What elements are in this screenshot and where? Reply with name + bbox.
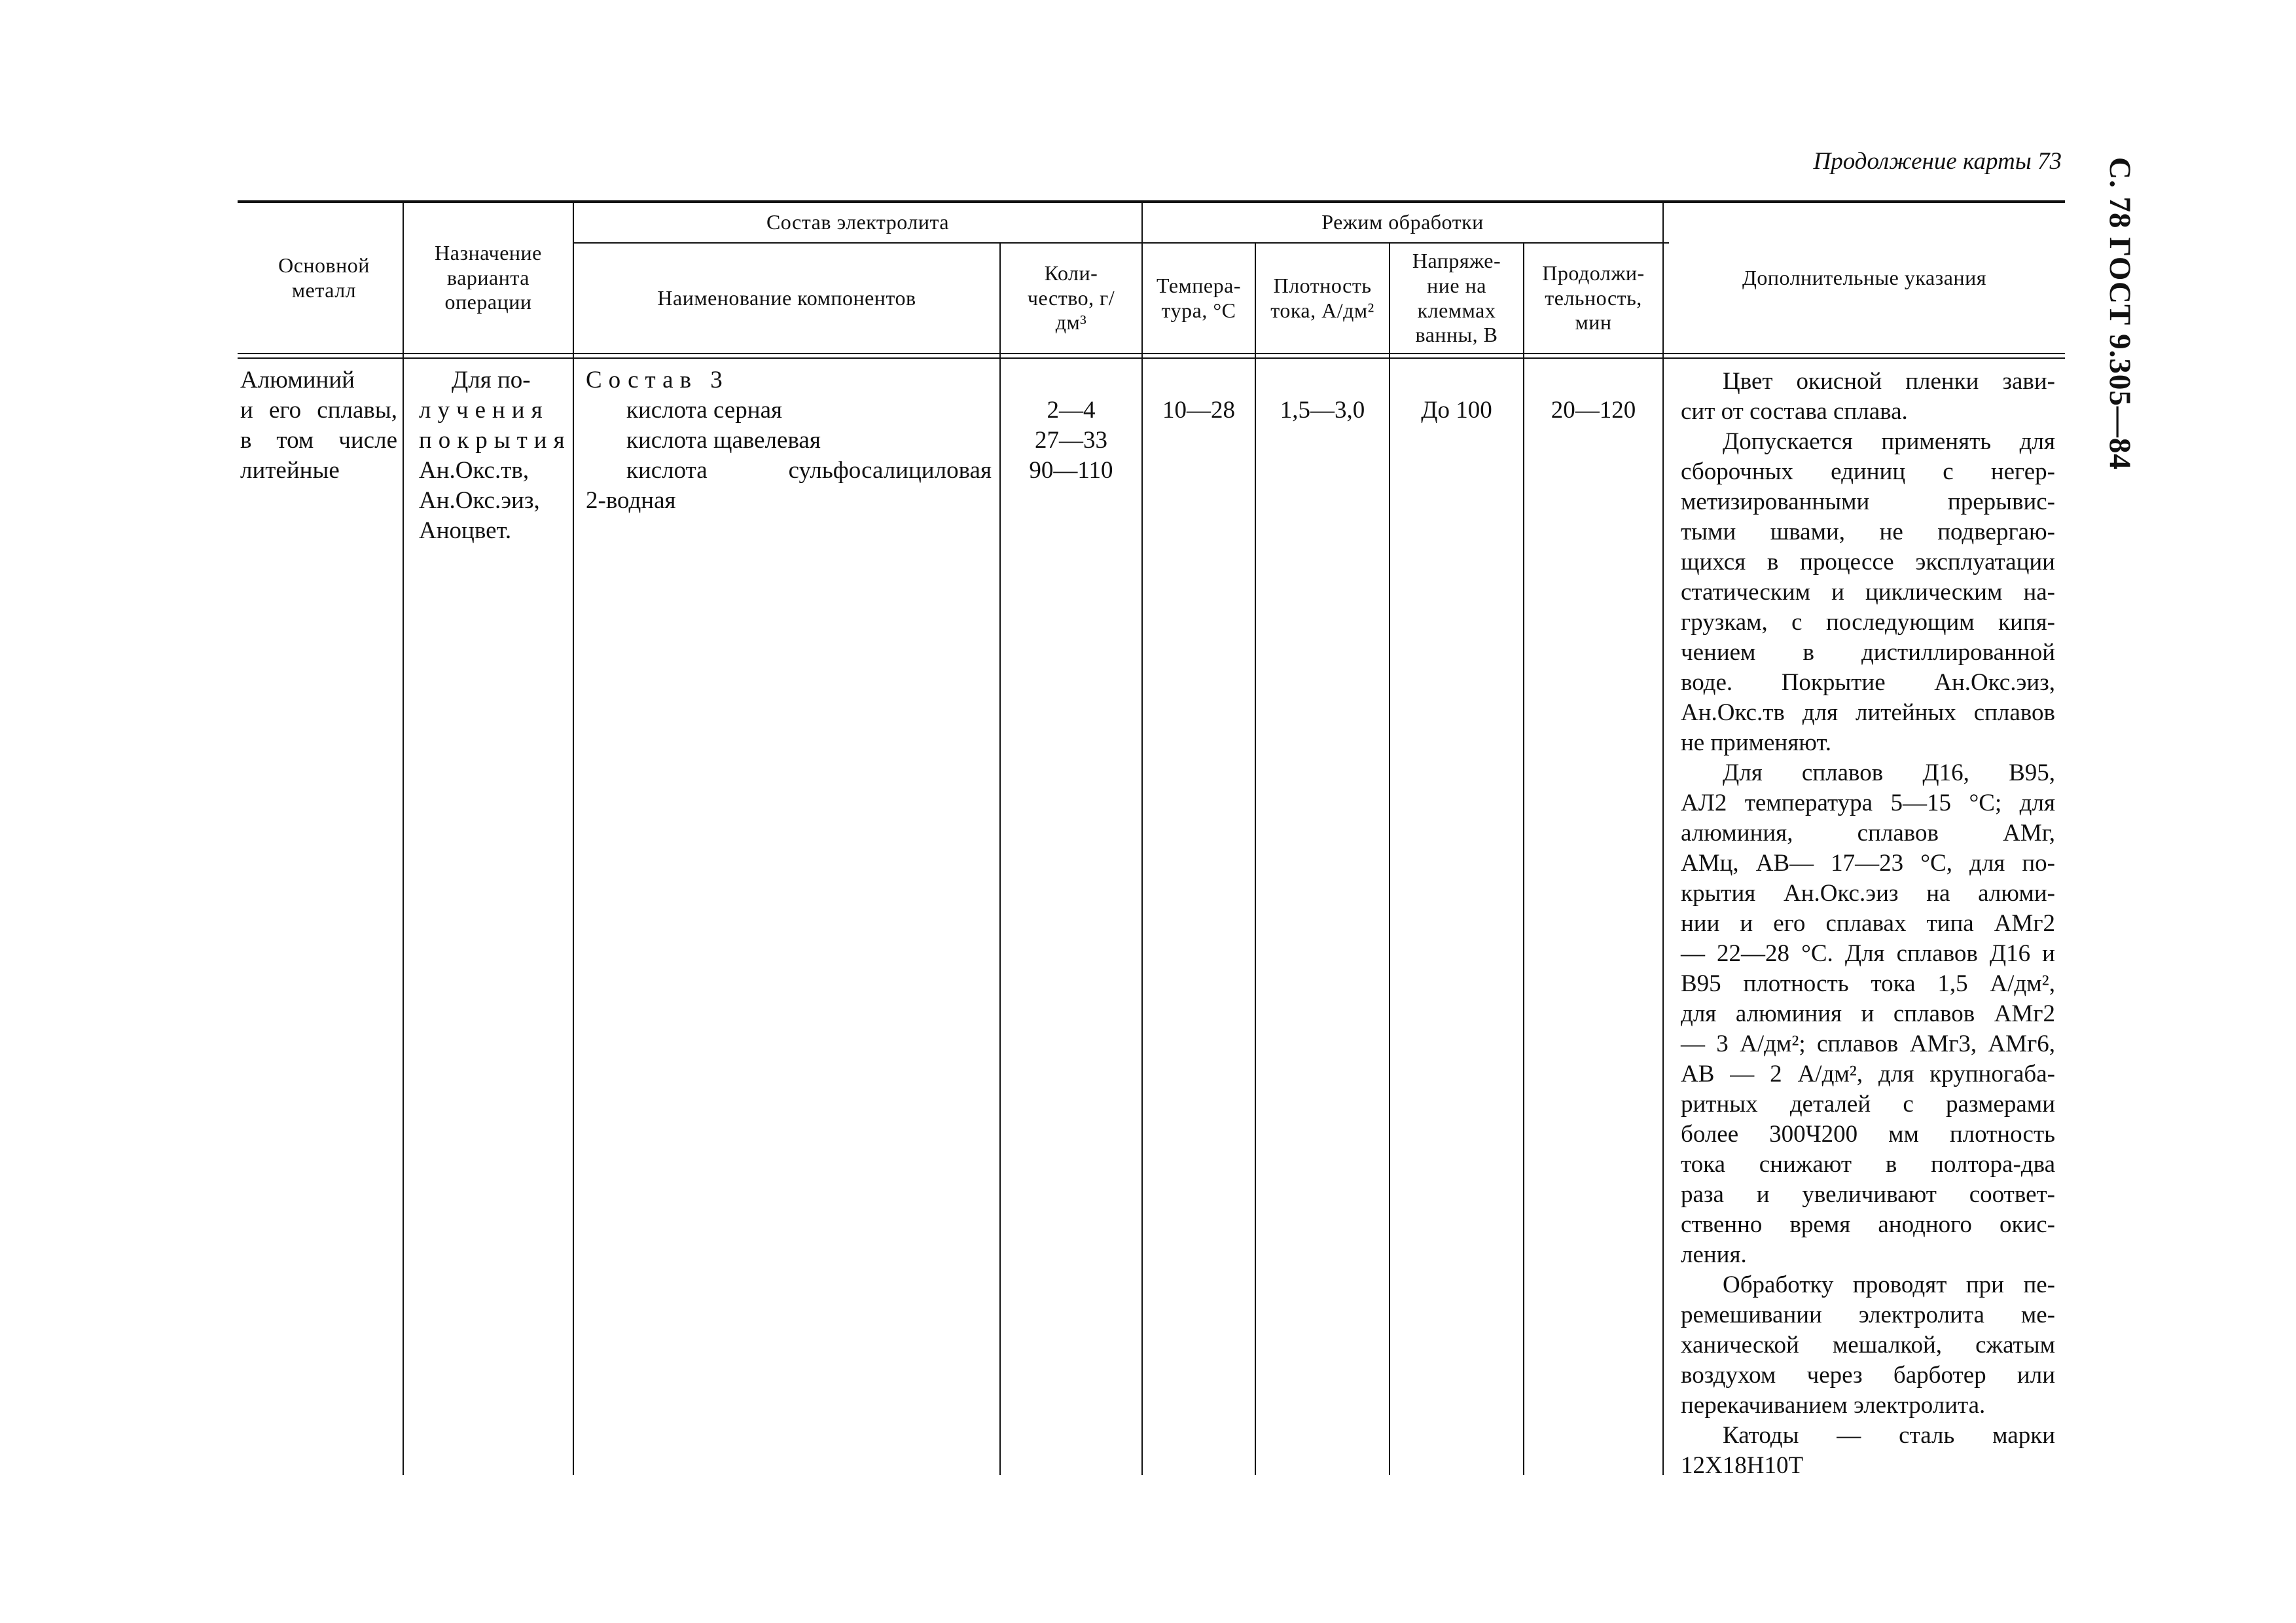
component-qty: 90—110 [1029,457,1113,484]
header-temperature: Темпера-тура, °С [1157,273,1241,322]
cell-voltage: До 100 [1421,397,1492,424]
notes-line: статическим и циклическим на- [1681,579,2055,606]
header-mode: Режим обработки [1321,210,1484,234]
header-voltage: Напряже-ние на клеммах ванны, В [1412,249,1501,347]
base-metal-line: в том числе [240,427,397,454]
col-divider-7 [1523,242,1524,1475]
notes-line: ственно время анодного окис- [1681,1211,2055,1238]
component-name: кислота серная [626,397,783,424]
notes-line: алюминия, сплавов АМг, [1681,820,2055,847]
notes-line: В95 плотность тока 1,5 А/дм², [1681,970,2055,997]
notes-line: для алюминия и сплавов АМг2 [1681,1000,2055,1027]
header-current-density: Плотность тока, А/дм² [1270,273,1374,322]
col-divider-2 [573,200,574,1475]
component-name: кислота щавелевая [626,427,821,454]
header-purpose: Назначение варианта операции [435,240,542,314]
col-divider-5 [1255,242,1256,1475]
notes-line: ритных деталей с размерами [1681,1091,2055,1118]
col-divider-1 [403,200,404,1475]
notes-line: метизированными прерывис- [1681,488,2055,515]
col-divider-4 [1141,200,1143,1475]
page-side-title: С. 78 ГОСТ 9.305—84 [2103,157,2137,470]
notes-line: раза и увеличивают соответ- [1681,1181,2055,1208]
base-metal-line: Алюминий [240,367,355,393]
notes-line: ления. [1681,1241,1747,1268]
notes-line: Обработку проводят при пе- [1723,1271,2055,1298]
notes-line: сборочных единиц с негер- [1681,458,2055,485]
component-qty: 2—4 [1047,397,1096,424]
header-bottom-rule-2 [238,357,2065,359]
header-electrolyte: Состав электролита [766,210,950,234]
notes-line: перекачиванием электролита. [1681,1392,1986,1419]
continuation-label: Продолжение карты 73 [1813,148,2062,175]
notes-line: АМц, АВ— 17—23 °С, для по- [1681,850,2055,877]
cell-purpose [419,365,571,546]
purpose-line: Аноцвет. [419,517,512,544]
notes-line: Ан.Окс.тв для литейных сплавов [1681,699,2055,726]
notes-line: — 3 А/дм²; сплавов АМг3, АМг6, [1681,1030,2055,1057]
notes-line: АЛ2 температура 5—15 °С; для [1681,790,2055,816]
composition-title: Состав 3 [586,367,729,393]
notes-line: тыми швами, не подвергаю- [1681,519,2055,545]
notes-line: ремешивании электролита ме- [1681,1302,2055,1328]
header-component-name: Наименование компонентов [657,285,916,310]
header-notes: Дополнительные указания [1742,265,1986,289]
col-divider-8 [1662,200,1664,1475]
notes-line: воде. Покрытие Ан.Окс.эиз, [1681,669,2055,696]
notes-line: сит от состава сплава. [1681,398,1908,425]
notes-line: — 22—28 °С. Для сплавов Д16 и [1681,940,2055,967]
notes-line: щихся в процессе эксплуатации [1681,549,2055,575]
cell-temperature: 10—28 [1162,397,1235,424]
notes-line: 12Х18Н10Т [1681,1452,1804,1479]
notes-line: Цвет окисной пленки зави- [1723,368,2055,395]
base-metal-line: и его сплавы, [240,397,397,424]
component-tail: 2-водная [586,487,676,514]
cell-base-metal [240,365,397,486]
header-quantity: Коли-чество, г/дм³ [1027,261,1115,335]
component-name: кислота сульфосалициловая [626,457,992,484]
component-qty: 27—33 [1035,427,1107,454]
base-metal-line: литейные [240,457,340,484]
purpose-line: Ан.Окс.тв, [419,457,529,484]
notes-line: чением в дистиллированной [1681,639,2055,666]
cell-notes [1681,367,2055,1481]
notes-line: грузкам, с последующим кипя- [1681,609,2055,636]
notes-line: ханической мешалкой, сжатым [1681,1332,2055,1359]
purpose-line: лучения [419,397,549,424]
header-bottom-rule-1 [238,353,2065,354]
header-base-metal: Основной металл [278,253,370,302]
cell-current-density: 1,5—3,0 [1280,397,1365,424]
header-duration: Продолжи-тельность, мин [1542,261,1645,335]
cell-quantity [1001,395,1141,486]
notes-line: воздухом через барботер или [1681,1362,2055,1389]
notes-line: нии и его сплавах типа АМг2 [1681,910,2055,937]
notes-line: не применяют. [1681,729,1832,756]
notes-line: более 300Ч200 мм плотность [1681,1121,2055,1148]
purpose-line: Для по- [452,367,531,393]
notes-line: АВ — 2 А/дм², для крупногаба- [1681,1061,2055,1087]
notes-line: Допускается применять для [1723,428,2055,455]
col-divider-6 [1389,242,1390,1475]
purpose-line: покрытия [419,427,571,454]
notes-line: Для сплавов Д16, В95, [1723,759,2055,786]
notes-line: тока снижают в полтора-два [1681,1151,2055,1178]
notes-line: Катоды — сталь марки [1723,1422,2055,1449]
purpose-line: Ан.Окс.эиз, [419,487,540,514]
notes-line: крытия Ан.Окс.эиз на алюми- [1681,880,2055,907]
cell-components [586,365,992,516]
cell-duration: 20—120 [1551,397,1636,424]
